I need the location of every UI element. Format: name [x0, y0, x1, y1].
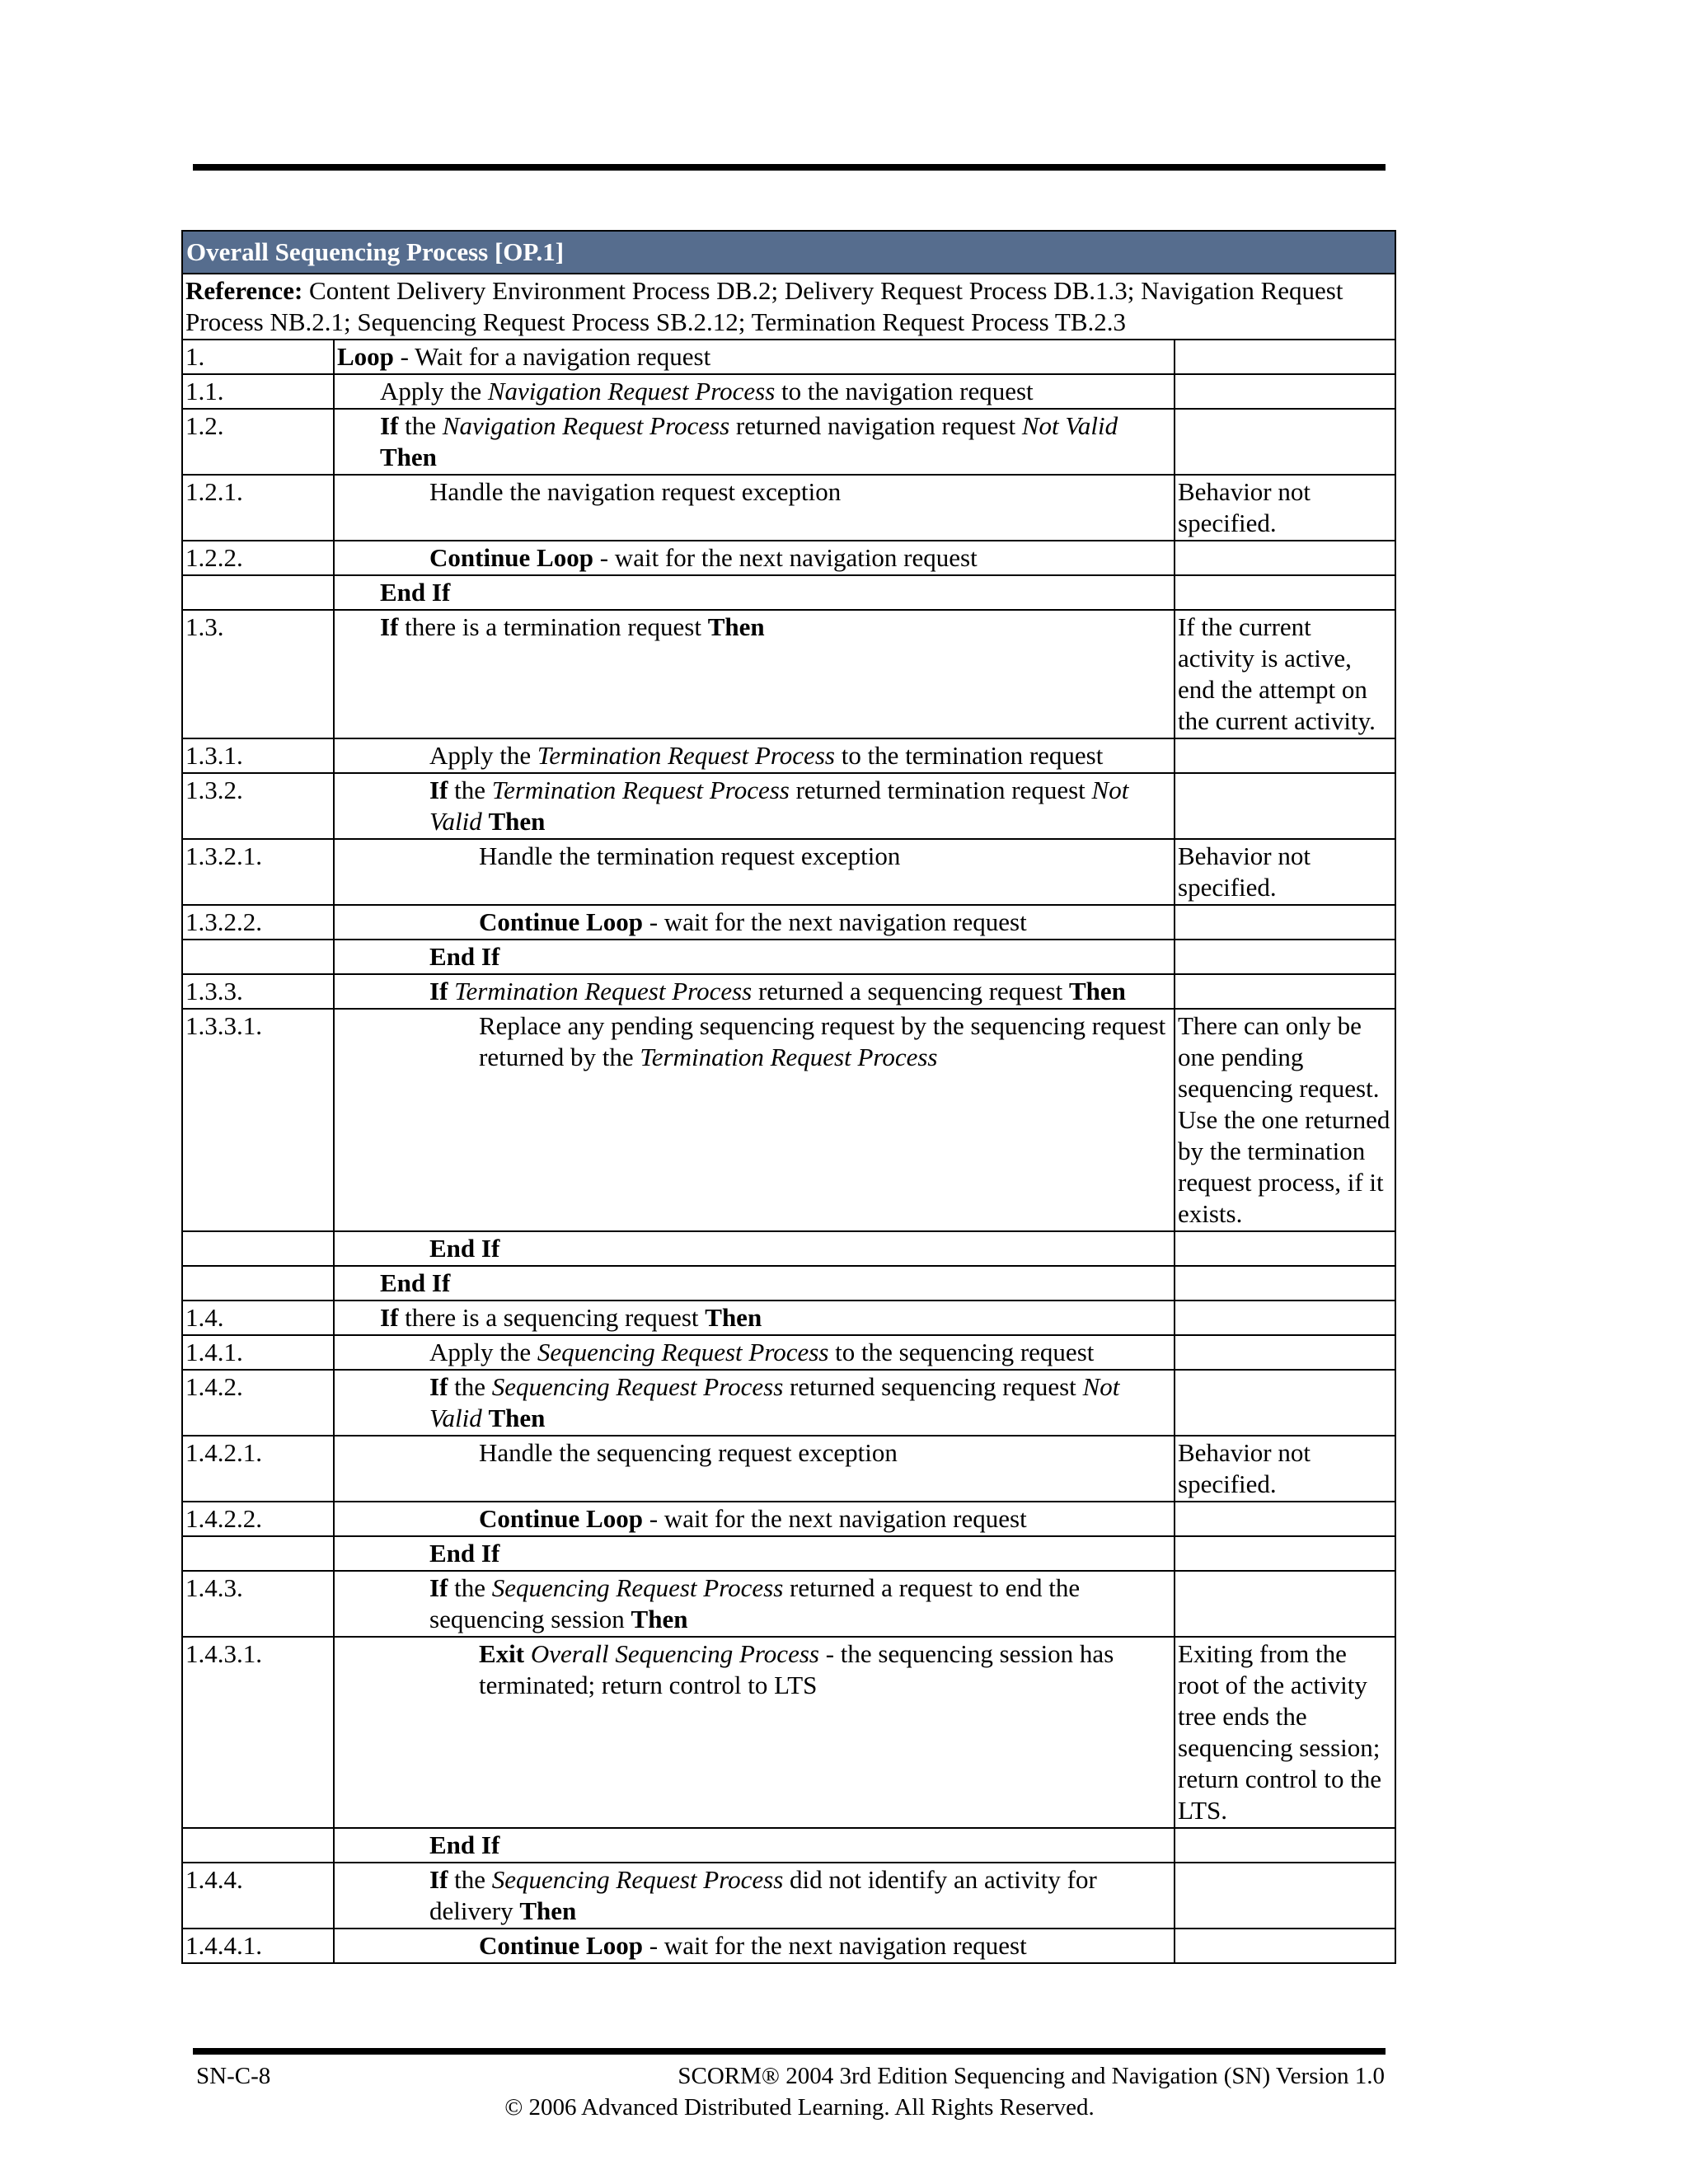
step-note: Behavior not specified.	[1175, 475, 1395, 541]
keyword: Continue Loop	[429, 543, 593, 572]
process-name: Overall Sequencing Process	[530, 1639, 819, 1668]
step-text	[334, 1929, 1175, 1963]
keyword: End If	[380, 578, 451, 607]
header-rule	[193, 164, 1386, 171]
step-number: 1.4.2.2.	[182, 1502, 334, 1536]
keyword: Then	[488, 1404, 546, 1432]
step-number: 1.4.2.	[182, 1370, 334, 1436]
step-text	[334, 340, 1175, 374]
reference-text: Content Delivery Environment Process DB.2; Delivery Request Process DB.1.3; Navigation Request Process NB.2.1; Sequencing Request Process SB.2.12; Termination Request Process TB.2.3	[185, 276, 1343, 336]
step-note	[1175, 905, 1395, 940]
keyword: End If	[429, 1539, 500, 1568]
step-note	[1175, 1231, 1395, 1266]
table-row	[182, 905, 1395, 940]
table-row	[182, 738, 1395, 773]
keyword: If	[429, 1865, 448, 1894]
process-name: Navigation Request Process	[487, 377, 776, 405]
step-text-content	[337, 841, 1171, 872]
process-name: Termination Request Process	[491, 776, 790, 804]
keyword: End If	[429, 1234, 500, 1263]
step-text-fragment: returned a request to end the sequencing session	[429, 1573, 1081, 1633]
table-row	[182, 1828, 1395, 1863]
keyword: Continue Loop	[479, 1504, 643, 1533]
step-text	[334, 1009, 1175, 1231]
step-note	[1175, 1502, 1395, 1536]
step-text-fragment: - Wait for a navigation request	[393, 342, 711, 371]
keyword: Then	[705, 1303, 762, 1332]
step-text	[334, 1571, 1175, 1637]
step-note	[1175, 1863, 1395, 1929]
step-text-content	[337, 1010, 1171, 1073]
step-note	[1175, 1929, 1395, 1963]
step-text	[334, 1266, 1175, 1301]
step-number: 1.4.3.	[182, 1571, 334, 1637]
step-text-fragment: the	[448, 1573, 492, 1602]
step-text	[334, 475, 1175, 541]
step-text-fragment: Apply the	[380, 377, 488, 405]
keyword: If	[380, 411, 399, 440]
keyword: Exit	[479, 1639, 525, 1668]
step-note	[1175, 773, 1395, 839]
step-text-fragment	[448, 977, 454, 1005]
table-row	[182, 1436, 1395, 1502]
step-text-fragment: to the sequencing request	[828, 1338, 1095, 1366]
step-text	[334, 374, 1175, 409]
step-number: 1.4.4.	[182, 1863, 334, 1929]
table-row	[182, 610, 1395, 738]
table-row	[182, 1266, 1395, 1301]
table-row	[182, 541, 1395, 575]
step-text	[334, 974, 1175, 1009]
step-text-fragment: did not identify an activity for delivery	[429, 1865, 1097, 1925]
footer-page-id: SN-C-8	[196, 2063, 271, 2089]
step-number: 1.3.2.	[182, 773, 334, 839]
table-row	[182, 1929, 1395, 1963]
step-note	[1175, 541, 1395, 575]
process-name: Not Valid	[429, 776, 1129, 836]
step-note: There can only be one pending sequencing request. Use the one returned by the termination request process, if it exists.	[1175, 1009, 1395, 1231]
step-number: 1.3.3.1.	[182, 1009, 334, 1231]
step-text-fragment: - wait for the next navigation request	[642, 1504, 1027, 1533]
process-name: Sequencing Request Process	[491, 1865, 784, 1894]
process-name: Navigation Request Process	[442, 411, 730, 440]
table-row	[182, 839, 1395, 905]
step-text-content	[337, 1437, 1171, 1469]
step-text	[334, 905, 1175, 940]
step-note	[1175, 374, 1395, 409]
keyword: If	[429, 1573, 448, 1602]
table-row	[182, 1571, 1395, 1637]
process-name: Sequencing Request Process	[537, 1338, 829, 1366]
step-text-content	[337, 612, 1171, 643]
process-name: Termination Request Process	[640, 1043, 938, 1071]
step-text-content	[337, 476, 1171, 508]
step-number: 1.4.	[182, 1301, 334, 1335]
process-name: Termination Request Process	[454, 977, 753, 1005]
step-text-content	[337, 907, 1171, 938]
step-note	[1175, 940, 1395, 974]
step-text-content	[337, 1233, 1171, 1264]
step-number: 1.4.2.1.	[182, 1436, 334, 1502]
process-name: Sequencing Request Process	[491, 1372, 784, 1401]
step-text-content	[337, 941, 1171, 972]
table-row	[182, 340, 1395, 374]
keyword: End If	[429, 942, 500, 971]
keyword: Then	[707, 612, 765, 641]
step-number: 1.3.2.1.	[182, 839, 334, 905]
reference-row	[182, 274, 1395, 340]
step-text-fragment: returned navigation request	[729, 411, 1022, 440]
step-text-content	[337, 1930, 1171, 1961]
step-text-fragment: there is a termination request	[398, 612, 708, 641]
step-text-content	[337, 740, 1171, 771]
table-title: Overall Sequencing Process [OP.1]	[182, 231, 1395, 274]
step-text	[334, 409, 1175, 475]
step-number: 1.4.3.1.	[182, 1637, 334, 1828]
footer-copyright: © 2006 Advanced Distributed Learning. All Rights Reserved.	[504, 2094, 1095, 2121]
step-text	[334, 839, 1175, 905]
step-text-content	[337, 1268, 1171, 1299]
step-text	[334, 738, 1175, 773]
process-name: Termination Request Process	[537, 741, 835, 770]
step-text-content	[337, 1638, 1171, 1701]
footer-rule	[193, 2048, 1386, 2055]
table-row	[182, 1536, 1395, 1571]
step-text-fragment: to the navigation request	[775, 377, 1034, 405]
keyword: Continue Loop	[479, 1931, 643, 1960]
step-text-fragment: Handle the navigation request exception	[429, 477, 842, 506]
step-text	[334, 575, 1175, 610]
process-name: Not Valid	[1021, 411, 1118, 440]
step-number	[182, 1536, 334, 1571]
step-number: 1.2.2.	[182, 541, 334, 575]
step-text	[334, 541, 1175, 575]
step-text	[334, 1335, 1175, 1370]
step-note	[1175, 1335, 1395, 1370]
step-note	[1175, 1266, 1395, 1301]
keyword: End If	[380, 1268, 451, 1297]
keyword: Continue Loop	[479, 907, 643, 936]
step-text	[334, 1231, 1175, 1266]
table-row	[182, 940, 1395, 974]
step-text-fragment	[524, 1639, 531, 1668]
step-number	[182, 1828, 334, 1863]
keyword: If	[429, 977, 448, 1005]
step-text	[334, 1436, 1175, 1502]
step-note	[1175, 340, 1395, 374]
step-number: 1.4.1.	[182, 1335, 334, 1370]
step-text-fragment: returned termination request	[789, 776, 1092, 804]
step-note	[1175, 738, 1395, 773]
keyword: Loop	[337, 342, 394, 371]
keyword: Then	[488, 807, 546, 836]
step-text-content	[337, 1302, 1171, 1333]
table-row	[182, 1502, 1395, 1536]
process-name: Not Valid	[429, 1372, 1120, 1432]
step-text-fragment: - the sequencing session has terminated; return control to LTS	[479, 1639, 1114, 1699]
step-text-content	[337, 1337, 1171, 1368]
step-number: 1.3.1.	[182, 738, 334, 773]
step-text	[334, 1301, 1175, 1335]
table-row	[182, 1370, 1395, 1436]
table-row	[182, 1335, 1395, 1370]
footer-doc-title: SCORM® 2004 3rd Edition Sequencing and Navigation (SN) Version 1.0	[678, 2063, 1385, 2089]
step-text-content	[337, 1864, 1171, 1927]
step-note	[1175, 1536, 1395, 1571]
keyword: End If	[429, 1830, 500, 1859]
step-number: 1.1.	[182, 374, 334, 409]
keyword: If	[429, 1372, 448, 1401]
step-note	[1175, 974, 1395, 1009]
step-text-fragment: the	[398, 411, 443, 440]
step-number	[182, 575, 334, 610]
table-row	[182, 1231, 1395, 1266]
step-note: Behavior not specified.	[1175, 1436, 1395, 1502]
step-text-fragment: the	[448, 1372, 492, 1401]
step-text-fragment: returned a sequencing request	[752, 977, 1069, 1005]
step-text-content	[337, 1830, 1171, 1861]
process-table-body	[182, 231, 1395, 1963]
keyword: If	[429, 776, 448, 804]
step-text-fragment: - wait for the next navigation request	[642, 1931, 1027, 1960]
step-text-fragment: the	[448, 776, 492, 804]
step-text	[334, 1637, 1175, 1828]
table-row	[182, 475, 1395, 541]
step-number: 1.3.3.	[182, 974, 334, 1009]
step-text-fragment: there is a sequencing request	[398, 1303, 706, 1332]
step-text-fragment: Apply the	[429, 1338, 537, 1366]
step-text	[334, 1863, 1175, 1929]
keyword: If	[380, 1303, 399, 1332]
step-note: Exiting from the root of the activity tree ends the sequencing session; return control to the LTS.	[1175, 1637, 1395, 1828]
step-text	[334, 940, 1175, 974]
step-number: 1.2.	[182, 409, 334, 475]
step-text	[334, 1502, 1175, 1536]
step-text-content	[337, 577, 1171, 608]
step-text-content	[337, 410, 1171, 473]
keyword: If	[380, 612, 399, 641]
table-row	[182, 1637, 1395, 1828]
step-text-content	[337, 775, 1171, 837]
step-text-fragment: Handle the termination request exception	[479, 841, 901, 870]
step-text-content	[337, 1572, 1171, 1635]
step-number: 1.	[182, 340, 334, 374]
step-text-content	[337, 542, 1171, 574]
table-title-row	[182, 231, 1395, 274]
step-text-fragment: - wait for the next navigation request	[642, 907, 1027, 936]
table-row	[182, 1301, 1395, 1335]
keyword: Then	[380, 443, 437, 471]
step-note: If the current activity is active, end the attempt on the current activity.	[1175, 610, 1395, 738]
step-text-content	[337, 1371, 1171, 1434]
step-text	[334, 1536, 1175, 1571]
table-row	[182, 374, 1395, 409]
reference-label: Reference:	[185, 276, 303, 305]
table-row	[182, 773, 1395, 839]
step-number	[182, 1231, 334, 1266]
step-note	[1175, 409, 1395, 475]
keyword: Then	[519, 1896, 577, 1925]
step-note	[1175, 1828, 1395, 1863]
step-text-content	[337, 976, 1171, 1007]
step-text-content	[337, 376, 1171, 407]
step-number: 1.4.4.1.	[182, 1929, 334, 1963]
table-row	[182, 974, 1395, 1009]
table-row	[182, 1009, 1395, 1231]
step-text-fragment: to the termination request	[834, 741, 1104, 770]
step-number: 1.2.1.	[182, 475, 334, 541]
keyword: Then	[1068, 977, 1126, 1005]
step-text	[334, 610, 1175, 738]
table-row	[182, 1863, 1395, 1929]
step-text-fragment: Apply the	[429, 741, 537, 770]
step-note	[1175, 1571, 1395, 1637]
step-text	[334, 773, 1175, 839]
step-number	[182, 940, 334, 974]
step-text-content	[337, 1503, 1171, 1535]
step-text-content	[337, 1538, 1171, 1569]
step-text-fragment: Replace any pending sequencing request by the sequencing request returned by the	[479, 1011, 1166, 1071]
step-text-fragment: returned sequencing request	[783, 1372, 1083, 1401]
step-note	[1175, 1301, 1395, 1335]
step-text	[334, 1370, 1175, 1436]
step-number: 1.3.	[182, 610, 334, 738]
process-name: Sequencing Request Process	[491, 1573, 784, 1602]
step-number	[182, 1266, 334, 1301]
reference-cell	[182, 274, 1395, 340]
step-number: 1.3.2.2.	[182, 905, 334, 940]
step-text-fragment: the	[448, 1865, 492, 1894]
step-text	[334, 1828, 1175, 1863]
table-row	[182, 575, 1395, 610]
step-note	[1175, 575, 1395, 610]
step-text-content	[337, 341, 1171, 373]
table-row	[182, 409, 1395, 475]
step-note: Behavior not specified.	[1175, 839, 1395, 905]
keyword: Then	[631, 1605, 688, 1633]
process-table	[181, 230, 1396, 1964]
step-text-fragment: - wait for the next navigation request	[593, 543, 978, 572]
step-text-fragment: Handle the sequencing request exception	[479, 1438, 898, 1467]
step-note	[1175, 1370, 1395, 1436]
